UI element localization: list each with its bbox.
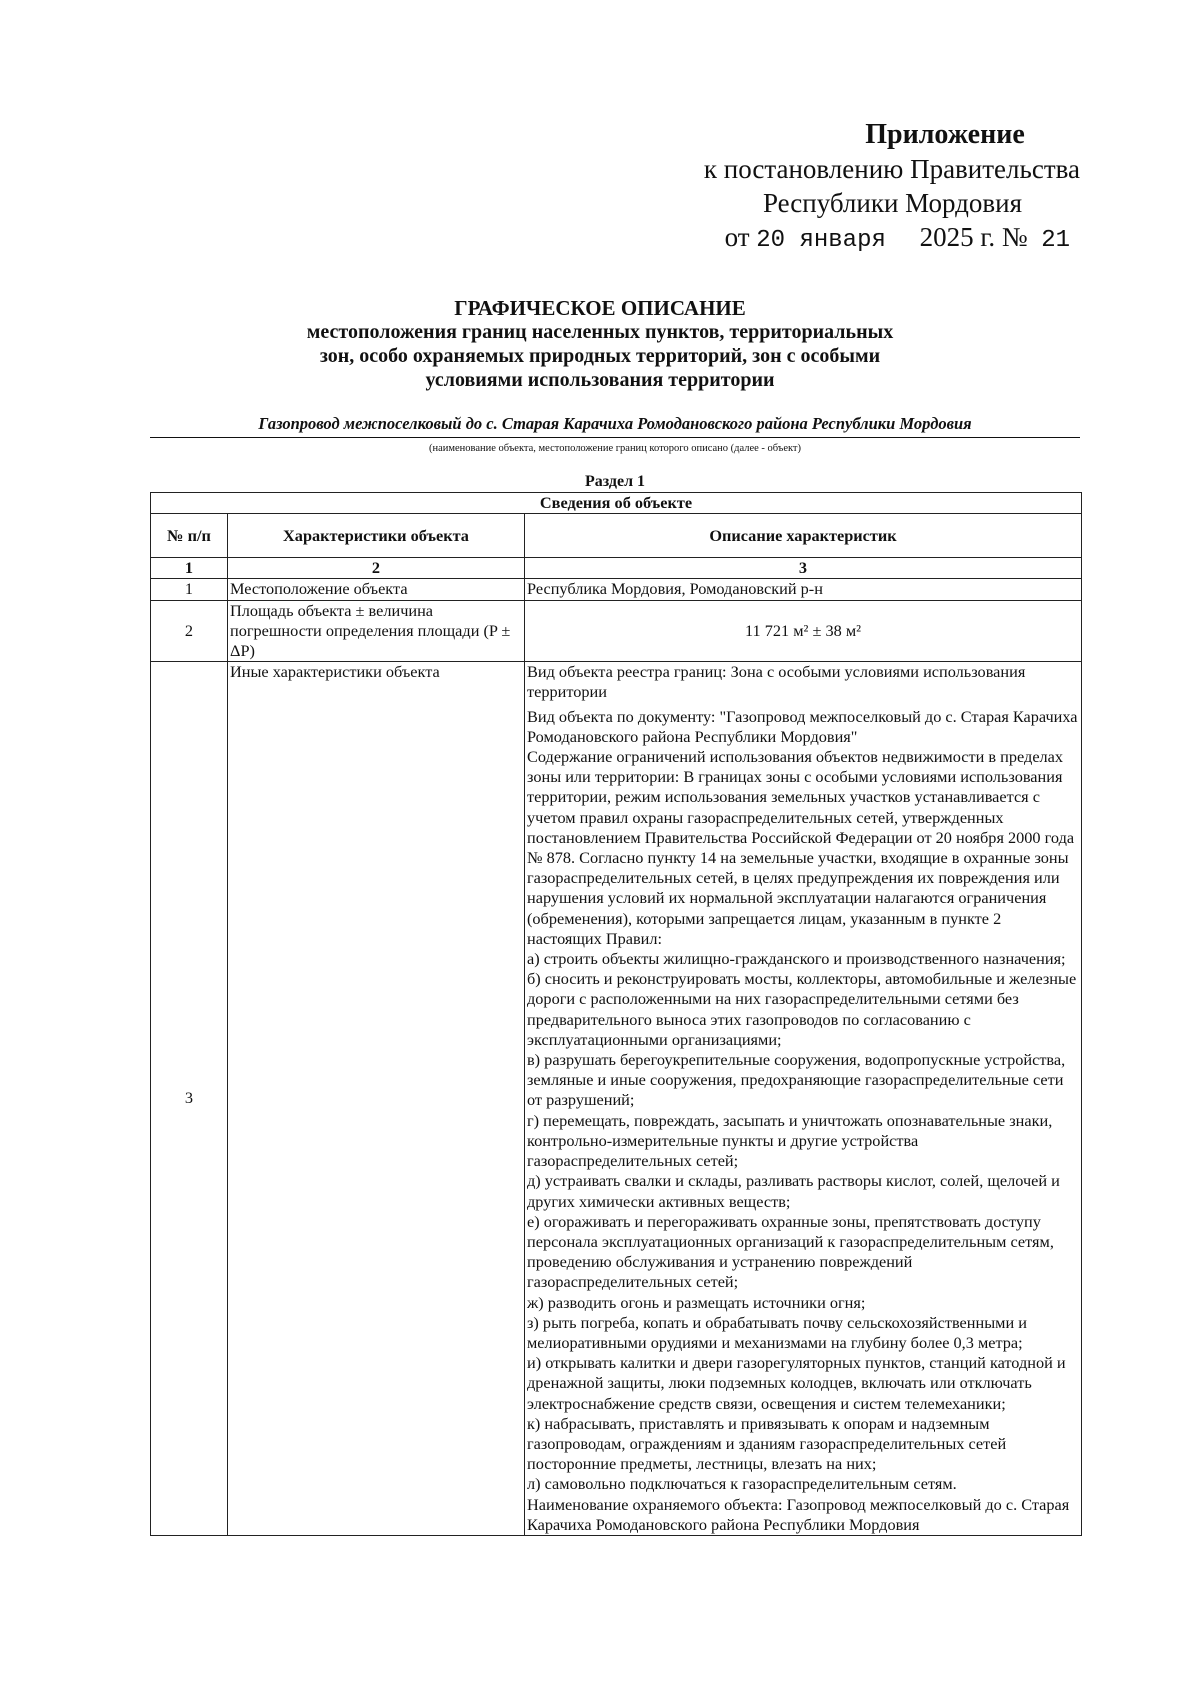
row-characteristic: Иные характеристики объекта [228,662,525,1536]
appendix-line-2: Республики Мордовия [762,188,1022,218]
document-title-line-1: местоположения границ населенных пунктов, территориальных [306,321,894,343]
description-paragraph: е) огораживать и перегораживать охранные зоны, препятствовать доступу персонала эксплуатационных организаций к газораспределительным сетям, проведению обслуживания и устранению повреждений газораспределительных сетей; [527,1211,1054,1292]
description-paragraph: Наименование охраняемого объекта: Газопровод межпоселковый до с. Старая Карачиха Ромодановского района Республики Мордовия [527,1494,1070,1534]
object-note: (наименование объекта, местоположение границ которого описано (далее - объект) [428,443,802,454]
row-characteristic: Площадь объекта ± величина погрешности определения площади (P ± ΔP) [228,600,525,662]
description-paragraph: з) рыть погреба, копать и обрабатывать почву сельскохозяйственными и мелиоративными орудиями и механизмами на глубину более 0,3 метра; [527,1312,1027,1352]
row-description: 11 721 м² ± 38 м² [525,600,1082,662]
date-year: 2025 г. № [919,222,1028,252]
document-title [150,296,1050,392]
appendix-title: Приложение [865,119,1025,150]
description-paragraph: а) строить объекты жилищно-гражданского и производственного назначения; [527,949,1066,969]
description-paragraph: д) устраивать свалки и склады, разливать растворы кислот, солей, щелочей и других химически активных веществ; [527,1171,1060,1211]
row-description: Республика Мордовия, Ромодановский р-н [525,579,1082,600]
row-characteristic: Местоположение объекта [228,579,525,600]
table-header-row [151,514,1082,558]
column-number: 1 [151,558,228,579]
document-title-main: ГРАФИЧЕСКОЕ ОПИСАНИЕ [454,296,746,320]
description-paragraph: Вид объекта реестра границ: Зона с особыми условиями использования территории [527,662,1026,702]
description-paragraph: Содержание ограничений использования объектов недвижимости в пределах зоны или территории: В границах зоны с особыми условиями использования территории, режим использования земельных участков устанавливается с учетом правил охраны газораспределительных сетей, утвержденных постановлением Правительства Российской Федерации от 20 ноября 2000 года № 878. Согласно пункту 14 на земельные участки, входящие в охранные зоны газораспределительных сетей, в целях предупреждения их повреждения или нарушения условий их нормальной эксплуатации налагаются ограничения (обременения), которыми запрещается лицам, указанным в пункте 2 настоящих Правил: [527,747,1075,948]
table-row [151,579,1082,600]
description-paragraph: л) самовольно подключаться к газораспределительным сетям. [527,1474,957,1494]
header-description: Описание характеристик [525,514,1082,558]
column-number-row [151,558,1082,579]
description-paragraph: г) перемещать, повреждать, засыпать и уничтожать опознавательные знаки, контрольно-измерительные пункты и другие устройства газораспределительных сетей; [527,1110,1053,1171]
column-number: 3 [525,558,1082,579]
row-number: 1 [151,579,228,600]
description-paragraph: в) разрушать берегоукрепительные сооружения, водопропускные устройства, земляные и иные сооружения, предохраняющие газораспределительные сети от разрушений; [527,1050,1066,1110]
appendix-block [660,118,1080,258]
document-number: 21 [1041,227,1070,254]
document-title-line-3: условиями использования территории [425,369,775,391]
table-caption-row [151,493,1082,514]
section-title: Раздел 1 [584,473,646,490]
description-paragraph: Вид объекта по документу: "Газопровод межпоселковый до с. Старая Карачиха Ромодановского района Республики Мордовия" [527,706,1078,746]
document-title-line-2: зон, особо охраняемых природных территорий, зон с особыми [319,345,881,367]
description-paragraph: и) открывать калитки и двери газорегуляторных пунктов, станций катодной и дренажной защиты, люки подземных колодцев, включать или отключать электроснабжение средств связи, освещения и систем телемеханики; [527,1353,1066,1413]
description-paragraph: б) сносить и реконструировать мосты, коллекторы, автомобильные и железные дороги с расположенными на них газораспределительными сетями без предварительного выноса этих газопроводов по согласованию с эксплуатационными организациями; [527,969,1077,1049]
date-prefix: от [724,222,750,252]
appendix-date [660,220,1080,258]
description-paragraph: ж) разводить огонь и размещать источники огня; [527,1292,866,1312]
date-typed: 20 января [756,227,886,254]
header-characteristics: Характеристики объекта [228,514,525,558]
header-num: № п/п [151,514,228,558]
row-number: 2 [151,600,228,662]
table-caption: Сведения об объекте [151,493,1082,514]
row-description [525,662,1082,1536]
appendix-line-1: к постановлению Правительства [703,154,1080,184]
object-info-table [150,492,1082,1536]
column-number: 2 [228,558,525,579]
table-row [151,600,1082,662]
object-name: Газопровод межпоселковый до с. Старая Карачиха Ромодановского района Республики Мордовия [150,413,1080,438]
table-row [151,662,1082,1536]
description-paragraph: к) набрасывать, приставлять и привязывать к опорам и надземным газопроводам, ограждениям и зданиям газораспределительных сетей посторонние предметы, лестницы, влезать на них; [527,1413,1007,1474]
row-number: 3 [151,662,228,1536]
